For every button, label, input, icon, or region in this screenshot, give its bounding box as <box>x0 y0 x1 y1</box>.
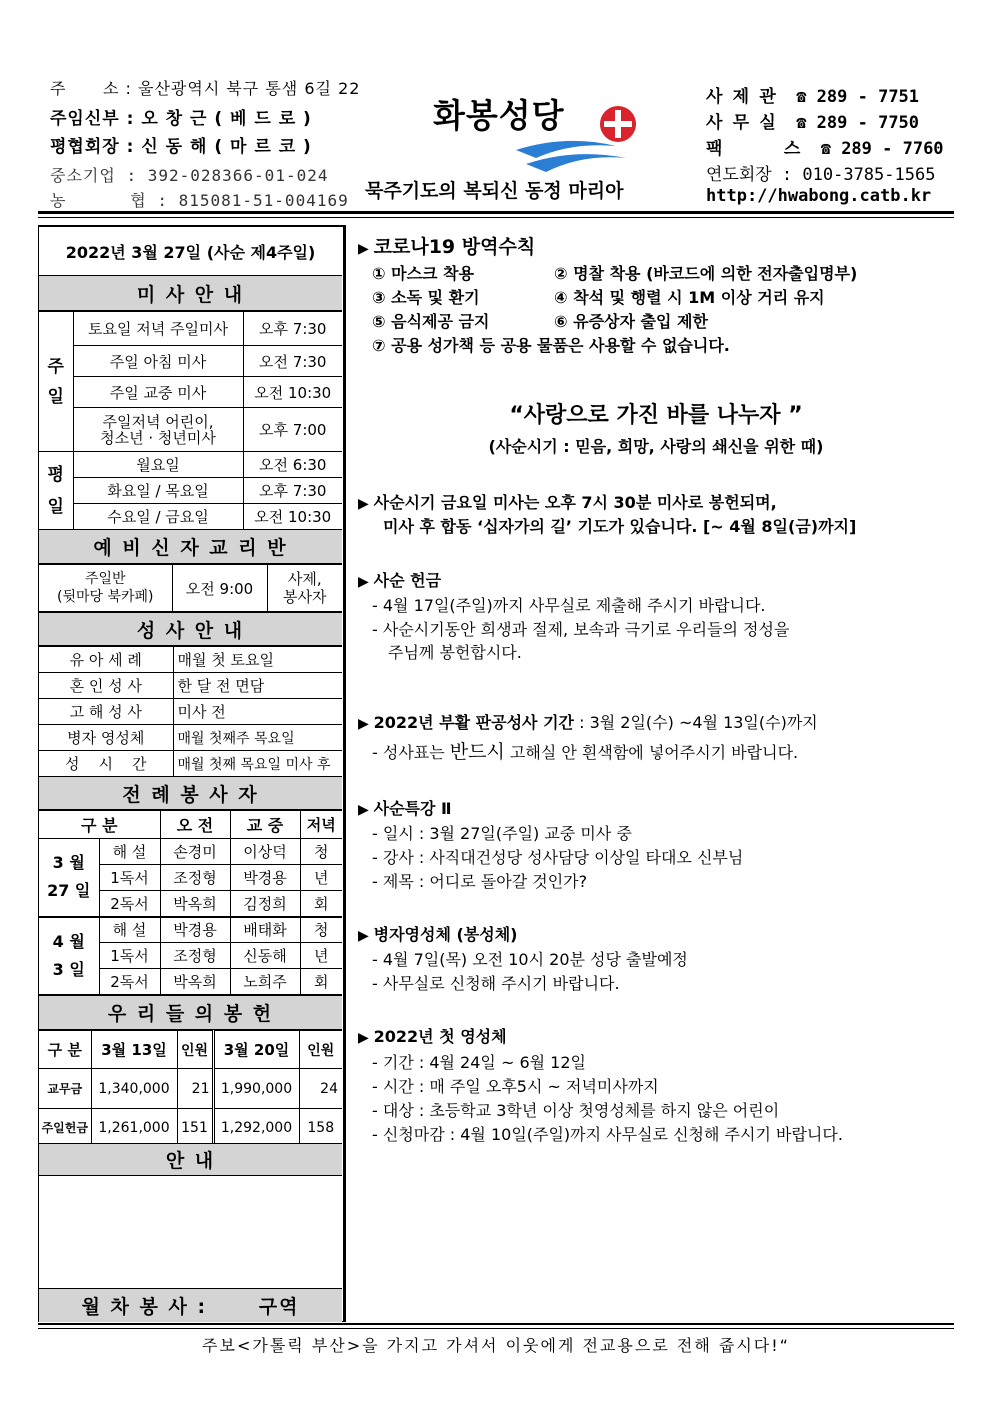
header-divider-thin <box>38 217 954 218</box>
triangle-bullet-icon: ▶ <box>358 574 374 590</box>
sacraments-title: 성 사 안 내 <box>39 612 342 646</box>
notice-title: 안 내 <box>39 1143 342 1176</box>
server-role: 2독서 <box>99 891 160 917</box>
offering-amount: 1,261,000 <box>91 1109 177 1147</box>
office-phone: 사 무 실 ☎ 289 - 7750 <box>706 113 920 133</box>
lent-line: 주님께 봉헌합시다. <box>388 643 522 662</box>
sunday-label: 주 일 <box>39 312 73 452</box>
lent-heading: ▶ 사순 헌금 <box>358 571 442 590</box>
mass-name: 주일 아침 미사 <box>73 346 243 377</box>
pastor: 주임신부 : 오 창 근 ( 베 드 로 ) <box>50 109 312 129</box>
covid-row: ① 마스크 착용 ② 명찰 착용 (바코드에 의한 전자출입명부) <box>372 264 858 283</box>
mass-time: 오전 10:30 <box>243 377 342 408</box>
server-role: 1독서 <box>99 943 160 969</box>
server-am: 조정형 <box>160 943 230 969</box>
servers-title: 전 례 봉 사 자 <box>39 776 342 810</box>
server-am: 박옥희 <box>160 891 230 917</box>
lecture-line: - 제목 : 어디로 돌아갈 것인가? <box>372 872 588 891</box>
sick-line: - 4월 7일(목) 오전 10시 20분 성당 출발예정 <box>372 950 688 969</box>
triangle-bullet-icon: ▶ <box>358 716 374 732</box>
address: 주 소 : 울산광역시 북구 통샘 6길 22 <box>50 79 361 98</box>
server-main: 배태화 <box>230 917 300 943</box>
account-nh: 농 협 : 815081-51-004169 <box>50 191 349 210</box>
offering-header: 3월 13일 <box>91 1031 177 1069</box>
server-evening: 년 <box>300 943 342 969</box>
server-main: 박경용 <box>230 865 300 891</box>
catechumen-table <box>39 564 342 612</box>
fax-number: 팩 스 ☎ 289 - 7760 <box>706 139 944 159</box>
mass-name: 수요일 / 금요일 <box>73 504 243 530</box>
offering-header: 인원 <box>299 1031 342 1069</box>
mass-name: 토요일 저녁 주일미사 <box>73 312 243 346</box>
triangle-bullet-icon: ▶ <box>358 496 374 512</box>
servers-date: 4 월 3 일 <box>39 917 99 995</box>
triangle-bullet-icon: ▶ <box>358 241 374 257</box>
offering-count: 158 <box>299 1109 342 1147</box>
server-main: 김정희 <box>230 891 300 917</box>
servers-header: 오 전 <box>160 811 230 839</box>
sacrament-name: 유 아 세 례 <box>39 647 173 673</box>
server-main: 이상덕 <box>230 839 300 865</box>
mass-time: 오전 6:30 <box>243 452 342 478</box>
covid-row: ⑤ 음식제공 금지 ⑥ 유증상자 출입 제한 <box>372 312 708 331</box>
catechist-phone: 연도회장 : 010-3785-1565 <box>706 165 936 185</box>
website-url[interactable]: http://hwabong.catb.kr <box>706 186 932 206</box>
server-am: 조정형 <box>160 865 230 891</box>
server-evening: 청 <box>300 839 342 865</box>
mass-table <box>39 311 342 530</box>
server-role: 2독서 <box>99 969 160 995</box>
footer-message: 주보<가톨릭 부산>을 가지고 가셔서 이웃에게 전교용으로 전해 줍시다!“ <box>202 1336 790 1355</box>
server-am: 손경미 <box>160 839 230 865</box>
rectory-phone: 사 제 관 ☎ 289 - 7751 <box>706 87 920 107</box>
servers-date: 3 월 27 일 <box>39 839 99 917</box>
first-communion-line: - 신청마감 : 4월 10일(주일)까지 사무실로 신청해 주시기 바랍니다. <box>372 1125 843 1144</box>
lecture-heading: ▶ 사순특강 Ⅱ <box>358 799 452 818</box>
notice-body <box>39 1176 342 1288</box>
left-column <box>38 225 344 1322</box>
offering-count: 21 <box>177 1069 213 1109</box>
offering-header: 구 분 <box>39 1031 91 1069</box>
offering-amount: 1,340,000 <box>91 1069 177 1109</box>
bulletin-header <box>38 70 954 212</box>
triangle-bullet-icon: ▶ <box>358 928 374 944</box>
server-main: 노희주 <box>230 969 300 995</box>
account-sme: 중소기업 : 392-028366-01-024 <box>50 166 329 185</box>
patron-saint: 묵주기도의 복되신 동정 마리아 <box>365 180 624 202</box>
mass-name: 주일저녁 어린이, 청소년 · 청년미사 <box>73 408 243 452</box>
council-president: 평협회장 : 신 동 해 ( 마 르 코 ) <box>50 137 312 157</box>
covid-row: ③ 소독 및 환기 ④ 착석 및 행렬 시 1M 이상 거리 유지 <box>372 288 825 307</box>
sacrament-name: 성 시 간 <box>39 751 173 777</box>
servers-header: 교 중 <box>230 811 300 839</box>
server-evening: 회 <box>300 969 342 995</box>
mass-time: 오전 10:30 <box>243 504 342 530</box>
servers-header: 구 분 <box>39 811 160 839</box>
server-role: 해 설 <box>99 839 160 865</box>
mass-name: 주일 교중 미사 <box>73 377 243 408</box>
church-logo-icon <box>476 102 636 177</box>
offering-amount: 1,292,000 <box>213 1109 299 1147</box>
sacrament-value: 매월 첫 토요일 <box>173 647 342 673</box>
footer-divider-thin <box>38 1328 954 1329</box>
servers-header: 저녁 <box>300 811 342 839</box>
lecture-line: - 강사 : 사직대건성당 성사담당 이상일 타대오 신부님 <box>372 848 744 867</box>
first-communion-line: - 기간 : 4월 24일 ~ 6월 12일 <box>372 1053 586 1072</box>
weekday-label: 평 일 <box>39 452 73 530</box>
covid-row: ⑦ 공용 성가책 등 공용 물품은 사용할 수 없습니다. <box>372 336 730 355</box>
offering-amount: 1,990,000 <box>213 1069 299 1109</box>
friday-notice: ▶ 사순시기 금요일 미사는 오후 7시 30분 미사로 봉헌되며, <box>358 493 777 512</box>
theme-subtitle: (사순시기 : 믿음, 희망, 사랑의 쇄신을 위한 때) <box>488 437 824 456</box>
sick-heading: ▶ 병자영성체 (봉성체) <box>358 925 518 944</box>
footer-divider <box>38 1323 954 1325</box>
confession-line: - 성사표는 반드시 고해실 안 흰색함에 넣어주시기 바랍니다. <box>372 741 799 763</box>
catechumen-time: 오전 9:00 <box>172 565 267 612</box>
server-evening: 회 <box>300 891 342 917</box>
catechumen-class: 주일반 (뒷마당 북카페) <box>39 565 172 612</box>
sacrament-name: 고 해 성 사 <box>39 699 173 725</box>
mass-time: 오전 7:30 <box>243 346 342 377</box>
offering-header: 인원 <box>177 1031 213 1069</box>
offering-title: 우 리 들 의 봉 헌 <box>39 995 342 1030</box>
sacraments-table <box>39 646 342 777</box>
server-main: 신동해 <box>230 943 300 969</box>
header-divider <box>38 211 954 214</box>
server-am: 박옥희 <box>160 969 230 995</box>
offering-table <box>39 1030 342 1147</box>
mass-name: 화요일 / 목요일 <box>73 478 243 504</box>
triangle-bullet-icon: ▶ <box>358 802 374 818</box>
mass-time: 오후 7:30 <box>243 312 342 346</box>
date-line: 2022년 3월 27일 (사순 제4주일) <box>65 242 316 262</box>
server-am: 박경용 <box>160 917 230 943</box>
sacrament-name: 병자 영성체 <box>39 725 173 751</box>
mass-name: 월요일 <box>73 452 243 478</box>
offering-count: 151 <box>177 1109 213 1147</box>
lecture-line: - 일시 : 3월 27일(주일) 교중 미사 중 <box>372 824 632 843</box>
sacrament-name: 혼 인 성 사 <box>39 673 173 699</box>
server-evening: 년 <box>300 865 342 891</box>
mass-time: 오후 7:00 <box>243 408 342 452</box>
sacrament-value: 매월 첫째 목요일 미사 후 <box>173 751 342 777</box>
covid-heading: ▶ 코로나19 방역수칙 <box>358 236 536 258</box>
sick-line: - 사무실로 신청해 주시기 바랍니다. <box>372 974 620 993</box>
sacrament-value: 미사 전 <box>173 699 342 725</box>
offering-type: 교무금 <box>39 1069 91 1109</box>
servers-table <box>39 810 342 995</box>
server-role: 1독서 <box>99 865 160 891</box>
triangle-bullet-icon: ▶ <box>358 1030 374 1046</box>
server-evening: 청 <box>300 917 342 943</box>
confession-heading: ▶ 2022년 부활 판공성사 기간 : 3월 2일(수) ~4월 13일(수)까지 <box>358 713 818 732</box>
first-communion-heading: ▶ 2022년 첫 영성체 <box>358 1027 507 1046</box>
offering-count: 24 <box>299 1069 342 1109</box>
server-role: 해 설 <box>99 917 160 943</box>
offering-type: 주일헌금 <box>39 1109 91 1147</box>
friday-notice-2: 미사 후 합동 ‘십자가의 길’ 기도가 있습니다. [~ 4월 8일(금)까지] <box>383 517 857 536</box>
mass-time: 오후 7:30 <box>243 478 342 504</box>
sacrament-value: 한 달 전 면담 <box>173 673 342 699</box>
monthly-service: 월 차 봉 사 : 구역 <box>39 1288 342 1322</box>
column-divider <box>344 225 346 1322</box>
sacrament-value: 매월 첫째주 목요일 <box>173 725 342 751</box>
church-name: 화봉성당 <box>433 96 565 135</box>
lent-line: - 4월 17일(주일)까지 사무실로 제출해 주시기 바랍니다. <box>372 596 766 615</box>
mass-title: 미 사 안 내 <box>39 275 342 311</box>
lent-line: - 사순시기동안 희생과 절제, 보속과 극기로 우리들의 정성을 <box>372 620 790 639</box>
theme-title: “사랑으로 가진 바를 나누자 ” <box>509 403 803 428</box>
catechumen-teacher: 사제, 봉사자 <box>267 565 342 612</box>
first-communion-line: - 시간 : 매 주일 오후5시 ~ 저녁미사까지 <box>372 1077 659 1096</box>
catechumen-title: 예 비 신 자 교 리 반 <box>39 529 342 564</box>
first-communion-line: - 대상 : 초등학교 3학년 이상 첫영성체를 하지 않은 어린이 <box>372 1101 780 1120</box>
offering-header: 3월 20일 <box>213 1031 299 1069</box>
